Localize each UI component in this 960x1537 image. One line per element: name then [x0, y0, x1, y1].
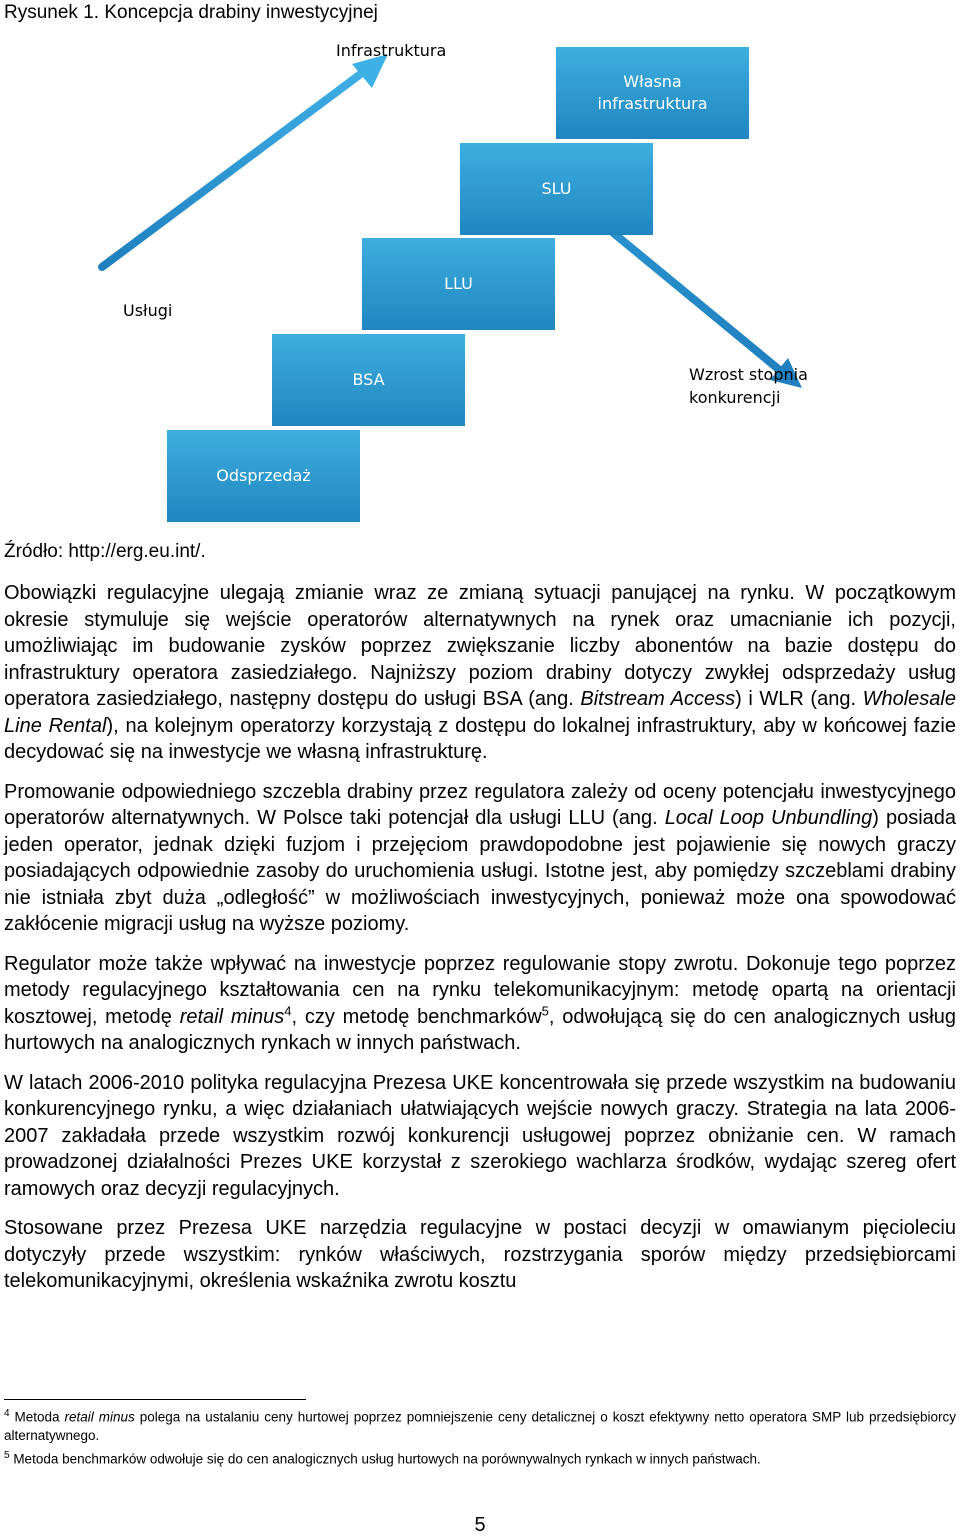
- paragraph-2-text-a: Promowanie odpowiedniego szczebla drabiny przez regulatora zależy od oceny potencjału inwestycyjnego operatorów alternatywnych. W Polsce taki potencjał dla usługi LLU (ang.: [4, 780, 956, 829]
- figure-caption: Rysunek 1. Koncepcja drabiny inwestycyjnej: [4, 2, 378, 23]
- paragraph-3-text-a: Regulator może także wpływać na inwestycje poprzez regulowanie stopy zwrotu. Dokonuje tego poprzez metody regulacyjnego kształtowania cen na rynku telekomunikacyjnym: metodę opartą na orientacji kosztowej, metodę: [4, 952, 956, 1028]
- footnote-separator: [4, 1399, 306, 1400]
- footnote-5: [4, 1447, 956, 1469]
- footnote-4: [4, 1405, 956, 1445]
- ladder-step-slu: SLU: [460, 143, 653, 235]
- paragraph-2-text-b: ) posiada jeden operator, jednak dzięki fuzjom i przejęciom prawdopodobne jest pojawienie się nowych graczy posiadających odpowiednie zasoby do uruchomienia usługi. Istotne jest, aby pomiędzy szczeblami drabiny nie istniała zbyt duża „odległość” w możliwościach inwestycyjnych, ponieważ może ona spowodować zakłócenie migracji usług na wyższe poziomy.: [4, 807, 957, 935]
- body-text: [4, 580, 956, 1308]
- paragraph-1-italic-b: Wholesale Line Rental: [4, 688, 956, 737]
- paragraph-5: Stosowane przez Prezesa UKE narzędzia regulacyjne w postaci decyzji w omawianym pięcioleciu dotyczyły przede wszystkim: rynków właściwych, rozstrzygania sporów między przedsiębiorcami telekomunikacyjnymi, określenia wskaźnika zwrotu kosztu: [4, 1217, 956, 1292]
- footnotes: [4, 1405, 956, 1470]
- footnote-4-text-a: Metoda: [9, 1409, 65, 1425]
- investment-ladder-figure: [0, 30, 960, 535]
- paragraph-1-text-c: ), na kolejnym operatorzy korzystają z dostępu do lokalnej infrastruktury, aby w końcowej fazie decydować się na inwestycje we własną infrastrukturę.: [4, 714, 956, 763]
- paragraph-1-text-b: ) i WLR (ang.: [735, 688, 863, 710]
- ladder-step-llu: LLU: [362, 238, 555, 330]
- footnote-4-text-b: polega na ustalaniu ceny hurtowej poprzez pomniejszenie ceny detalicznej o koszt efektywny netto operatora SMP lub przedsiębiorcy alternatywnego.: [4, 1409, 956, 1443]
- label-infrastructure: Infrastruktura: [336, 41, 447, 60]
- paragraph-3-text-c: , odwołującą się do cen analogicznych usług hurtowych na analogicznych rynkach w innych państwach.: [4, 1005, 956, 1054]
- figure-source: Źródło: http://erg.eu.int/.: [4, 541, 206, 562]
- footnote-5-mark: 5: [4, 1449, 10, 1461]
- ladder-step-bsa: BSA: [272, 334, 465, 426]
- paragraph-1-italic-a: Bitstream Access: [580, 688, 736, 710]
- footnote-ref-4[interactable]: 4: [284, 1002, 292, 1018]
- page-number: 5: [474, 1514, 486, 1536]
- ladder-step-odsprzedaz: Odsprzedaż: [167, 430, 360, 522]
- label-competition-growth: Wzrost stopnia konkurencji: [689, 365, 808, 407]
- footnote-4-italic: retail minus: [64, 1409, 135, 1425]
- paragraph-1: [4, 580, 956, 766]
- footnote-ref-5[interactable]: 5: [541, 1002, 549, 1018]
- paragraph-3-text-b: , czy metodę benchmarków: [291, 1005, 542, 1028]
- paragraph-3: [4, 951, 956, 1057]
- paragraph-2: [4, 779, 956, 938]
- footnote-5-text: Metoda benchmarków odwołuje się do cen analogicznych usług hurtowych na porównywalnych rynkach w innych państwach.: [9, 1451, 761, 1466]
- ladder-step-own-infrastructure: Własna infrastruktura: [556, 47, 749, 139]
- paragraph-4: W latach 2006-2010 polityka regulacyjna Prezesa UKE koncentrowała się przede wszystkim na budowaniu konkurencyjnego rynku, a więc działaniach ułatwiających wejście nowych graczy. Strategia na lata 2006-2007 zakładała przede wszystkim rozwój konkurencji usługowej poprzez obniżanie cen. W ramach prowadzonej działalności Prezes UKE korzystał z szerokiego wachlarza środków, wydając szereg ofert ramowych oraz decyzji regulacyjnych.: [4, 1071, 956, 1200]
- label-services: Usługi: [123, 301, 173, 320]
- paragraph-3-italic-a: retail minus: [179, 1005, 285, 1028]
- footnote-4-mark: 4: [4, 1408, 10, 1419]
- paragraph-1-text-a: Obowiązki regulacyjne ulegają zmianie wraz ze zmianą sytuacji panującej na rynku. W początkowym okresie stymuluje się wejście operatorów alternatywnych na rynek oraz umacnianie ich pozycji, umożliwiając im budowanie zysków poprzez zwiększanie liczby abonentów na bazie dostępu do infrastruktury operatora zasiedziałego. Najniższy poziom drabiny dotyczy zwykłej odsprzedaży usług operatora zasiedziałego, następny dostępu do usługi BSA (ang.: [4, 582, 956, 710]
- paragraph-2-italic-a: Local Loop Unbundling: [664, 807, 873, 829]
- ascending-arrow: [102, 54, 388, 267]
